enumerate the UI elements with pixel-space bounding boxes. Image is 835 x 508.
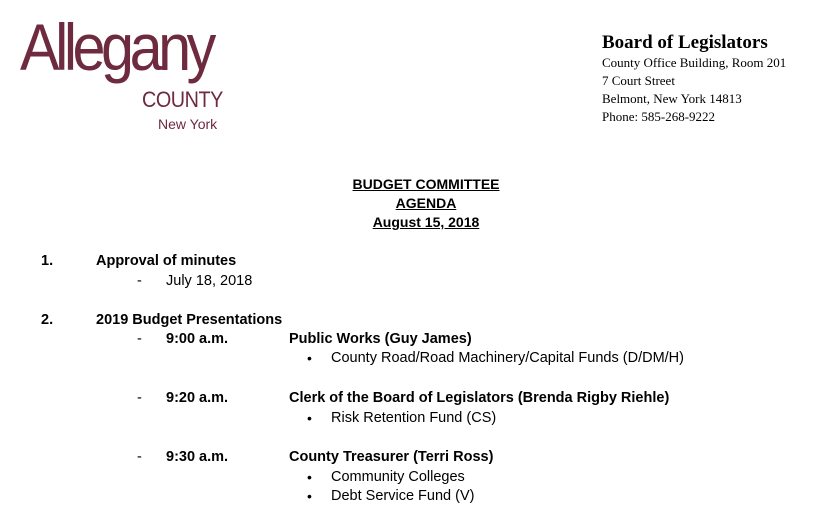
logo-county-text: COUNTY — [142, 87, 223, 112]
presentation-fund: Community Colleges — [331, 469, 465, 485]
minutes-date: July 18, 2018 — [166, 273, 253, 289]
bullet-marker: • — [307, 469, 312, 485]
allegany-county-logo — [20, 10, 260, 134]
presentation-fund: Debt Service Fund (V) — [331, 488, 475, 504]
bullet-marker: • — [307, 350, 312, 366]
logo-state-text: New York — [158, 116, 218, 132]
presentation-time: 9:20 a.m. — [166, 390, 229, 406]
presentation-presenter: Clerk of the Board of Legislators (Brenda Rigby Riehle) — [289, 390, 670, 406]
dash-marker: - — [137, 331, 142, 347]
agenda-item-title: 2019 Budget Presentations — [96, 312, 283, 328]
agenda-item-number: 1. — [41, 253, 54, 269]
presentation-fund: County Road/Road Machinery/Capital Funds (D/DM/H) — [331, 350, 684, 366]
agenda-heading: AGENDA — [395, 195, 457, 211]
committee-heading: BUDGET COMMITTEE — [352, 176, 500, 192]
presentation-time: 9:30 a.m. — [166, 449, 229, 465]
logo-wordmark: Allegany — [20, 10, 212, 84]
presentation-presenter: County Treasurer (Terri Ross) — [289, 449, 494, 465]
presentation-fund: Risk Retention Fund (CS) — [331, 410, 497, 426]
address-line: County Office Building, Room 201 — [602, 55, 787, 70]
board-title: Board of Legislators — [602, 32, 768, 53]
address-line: 7 Court Street — [602, 73, 675, 88]
dash-marker: - — [137, 449, 142, 465]
dash-marker: - — [137, 273, 142, 289]
presentation-presenter: Public Works (Guy James) — [289, 331, 472, 347]
dash-marker: - — [137, 390, 142, 406]
agenda-item-number: 2. — [41, 312, 54, 328]
meeting-date: August 15, 2018 — [372, 214, 480, 230]
phone-line: Phone: 585-268-9222 — [602, 109, 716, 124]
agenda-item-title: Approval of minutes — [96, 253, 237, 269]
address-line: Belmont, New York 14813 — [602, 91, 742, 106]
bullet-marker: • — [307, 410, 312, 426]
letterhead-address-block — [602, 32, 786, 126]
bullet-marker: • — [307, 488, 312, 504]
presentation-time: 9:00 a.m. — [166, 331, 229, 347]
